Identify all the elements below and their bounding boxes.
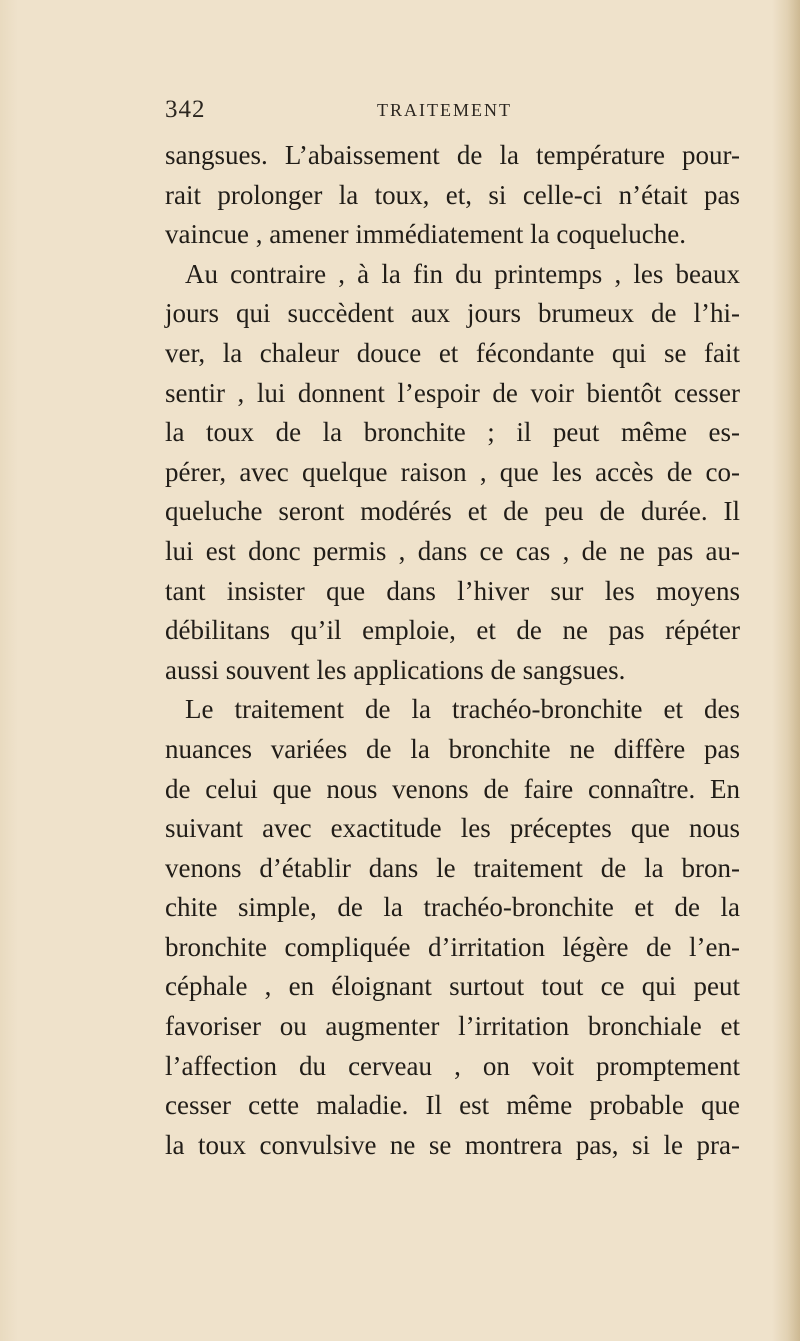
text-line: jours qui succèdent aux jours brumeux de l’hi-	[165, 298, 740, 329]
text-line: l’affection du cerveau , on voit promptement	[165, 1050, 740, 1081]
text-line: favoriser ou augmenter l’irritation bronchiale et	[165, 1011, 740, 1042]
text-line: tant insister que dans l’hiver sur les moyens	[165, 575, 740, 606]
text-line: vaincue , amener immédiatement la coqueluche.	[165, 219, 687, 250]
text-line: céphale , en éloignant surtout tout ce qui peut	[165, 971, 740, 1002]
text-line: Au contraire , à la fin du printemps , les beaux	[185, 258, 740, 289]
text-line: de celui que nous venons de faire connaître. En	[165, 773, 740, 804]
text-line: la toux convulsive ne se montrera pas, si le pra-	[165, 1129, 740, 1160]
text-line: queluche seront modérés et de peu de durée. Il	[165, 496, 740, 527]
text-line: Le traitement de la trachéo-bronchite et des	[185, 694, 740, 725]
text-line: nuances variées de la bronchite ne diffère pas	[165, 733, 740, 764]
text-line: ver, la chaleur douce et fécondante qui se fait	[165, 337, 740, 368]
text-line: aussi souvent les applications de sangsues.	[165, 654, 626, 685]
running-head	[165, 96, 740, 128]
text-line: cesser cette maladie. Il est même probable que	[165, 1090, 740, 1121]
text-line: venons d’établir dans le traitement de la bron-	[165, 852, 740, 883]
text-line: sangsues. L’abaissement de la température pour-	[165, 140, 740, 170]
text-line: rait prolonger la toux, et, si celle-ci n’était pas	[165, 179, 740, 210]
running-title: TRAITEMENT	[377, 100, 512, 120]
text-line: débilitans qu’il emploie, et de ne pas répéter	[165, 615, 740, 646]
text-line: pérer, avec quelque raison , que les accès de co-	[165, 456, 740, 487]
text-line: la toux de la bronchite ; il peut même es-	[165, 417, 740, 448]
text-line: suivant avec exactitude les préceptes que nous	[165, 813, 740, 844]
text-line: sentir , lui donnent l’espoir de voir bientôt cesser	[165, 377, 740, 408]
body-text	[165, 136, 740, 1165]
page-number: 342	[165, 96, 206, 123]
page-edge-shadow-left	[0, 0, 18, 1341]
page-edge-shadow-right	[772, 0, 800, 1341]
text-line: lui est donc permis , dans ce cas , de ne pas au-	[165, 535, 740, 566]
text-line: chite simple, de la trachéo-bronchite et de la	[165, 892, 740, 923]
text-line: bronchite compliquée d’irritation légère de l’en-	[165, 931, 740, 962]
